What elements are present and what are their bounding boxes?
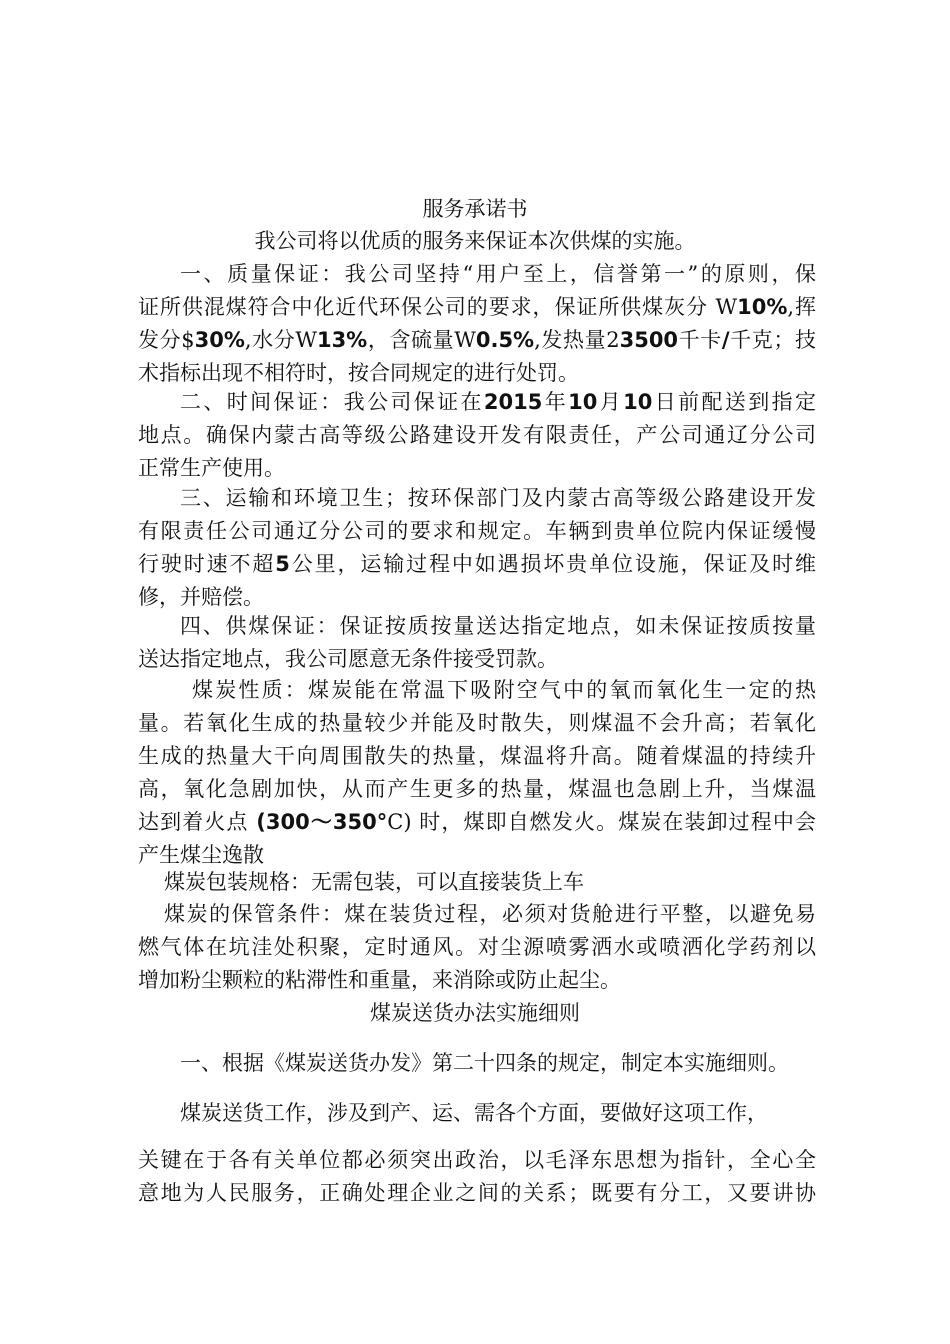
text-line: 关键在于各有关单位都必须突出政治，以毛泽东思想为指针，全心全 xyxy=(138,1148,816,1172)
text-line: 地点。确保内蒙古高等级公路建设开发有限责任，产公司通辽分公司 xyxy=(138,423,816,447)
text-run: 千克；技 xyxy=(729,328,816,352)
number-run: 10 xyxy=(623,390,653,414)
text-line: 一、质量保证：我公司坚持“用户至上，信誉第一”的原则，保 xyxy=(180,262,816,286)
text-run: 达到着火点 xyxy=(138,810,249,834)
paragraph-time xyxy=(138,386,816,485)
text-line: 修，并赔偿。 xyxy=(138,585,264,609)
text-line: 煤炭的保管条件：煤在装货过程，必须对货舱进行平整，以避免易 xyxy=(164,902,816,926)
number-run: 10% xyxy=(737,295,788,319)
paragraph-rules xyxy=(138,1144,816,1210)
number-run: / xyxy=(721,328,730,352)
text-run: 行驶时速不超 xyxy=(138,552,276,576)
text-line: 有限责任公司通辽分公司的要求和规定。车辆到贵单位院内保证缓慢 xyxy=(138,519,816,543)
number-run: 5 xyxy=(275,552,290,576)
text-run: 二、时间保证：我公司保证在 xyxy=(180,390,484,414)
text-run: 月 xyxy=(597,390,624,414)
text-line: 增加粉尘颗粒的粘滞性和重量，来消除或防止起尘。 xyxy=(138,968,621,992)
text-line: 煤炭包装规格：无需包装，可以直接装货上车 xyxy=(164,870,584,894)
text-line xyxy=(138,324,816,357)
paragraph-coal-properties xyxy=(138,674,816,872)
intro-line: 我公司将以优质的服务来保证本次供煤的实施。 xyxy=(254,229,696,253)
paragraph-quality xyxy=(138,258,816,390)
paragraph-supply xyxy=(138,610,816,676)
text-run: 年 xyxy=(542,390,569,414)
section-subtitle: 煤炭送货办法实施细则 xyxy=(370,1001,580,1025)
text-run: 千卡 xyxy=(678,328,722,352)
paragraph-storage xyxy=(138,898,816,997)
text-run: ,挥 xyxy=(787,295,816,319)
document-title: 服务承诺书 xyxy=(422,197,528,221)
text-run: 日前配送到指定 xyxy=(652,390,816,414)
text-run: C) xyxy=(387,810,412,834)
number-run: 10 xyxy=(568,390,598,414)
text-line: 产生煤尘逸散 xyxy=(138,843,264,867)
paragraph-transport xyxy=(138,482,816,614)
text-run: 证所供混煤符合中化近代环保公司的要求，保证所供煤灰分 xyxy=(138,295,708,319)
text-run: 公里，运输过程中如遇损坏贵单位设施，保证及时维 xyxy=(289,552,816,576)
text-line xyxy=(138,548,816,581)
text-line: 四、供煤保证：保证按质按量送达指定地点，如未保证按质按量 xyxy=(180,614,816,638)
text-line: 量。若氧化生成的热量较少并能及时散失，则煤温不会升高；若氧化 xyxy=(138,711,816,735)
number-run: (300〜350° xyxy=(256,810,388,834)
paragraph-packaging xyxy=(138,866,816,899)
text-run: W xyxy=(715,295,738,319)
text-run: ,发热量2 xyxy=(534,328,620,352)
text-line: 术指标出现不相符时，按合同规定的进行处罚。 xyxy=(138,361,579,385)
number-run: 2015 xyxy=(483,390,543,414)
text-run: ,水分W xyxy=(244,328,317,352)
text-line: 送达指定地点，我公司愿意无条件接受罚款。 xyxy=(138,647,558,671)
rule-line-2: 煤炭送货工作，涉及到产、运、需各个方面，要做好这项工作， xyxy=(180,1101,768,1125)
text-line xyxy=(138,291,816,324)
text-run: 时，煤即自燃发火。煤炭在装卸过程中会 xyxy=(419,810,816,834)
text-line: 意地为人民服务，正确处理企业之间的关系；既要有分工，又要讲协 xyxy=(138,1181,816,1205)
rule-line-1: 一、根据《煤炭送货办发》第二十四条的规定，制定本实施细则。 xyxy=(180,1051,789,1075)
text-line: 煤炭性质：煤炭能在常温下吸附空气中的氧而氧化生一定的热 xyxy=(192,678,816,702)
text-line xyxy=(138,386,816,419)
text-line: 燃气体在坑洼处积聚，定时通风。对尘源喷雾洒水或喷洒化学药剂以 xyxy=(138,935,816,959)
text-line: 生成的热量大干向周围散失的热量，煤温将升高。随着煤温的持续升 xyxy=(138,744,816,768)
text-line: 正常生产使用。 xyxy=(138,456,285,480)
number-run: 30% xyxy=(194,328,245,352)
text-line xyxy=(138,806,816,839)
number-run: 13% xyxy=(316,328,368,352)
text-line: 三、运输和环境卫生；按环保部门及内蒙古高等级公路建设开发 xyxy=(180,486,816,510)
text-line: 高，氧化急剧加快，从而产生更多的热量，煤温也急剧上升，当煤温 xyxy=(138,777,816,801)
number-run: 3500 xyxy=(619,328,679,352)
text-run: 发分$ xyxy=(138,328,195,352)
number-run: 0.5% xyxy=(475,328,535,352)
text-run: ，含硫量W xyxy=(367,328,476,352)
